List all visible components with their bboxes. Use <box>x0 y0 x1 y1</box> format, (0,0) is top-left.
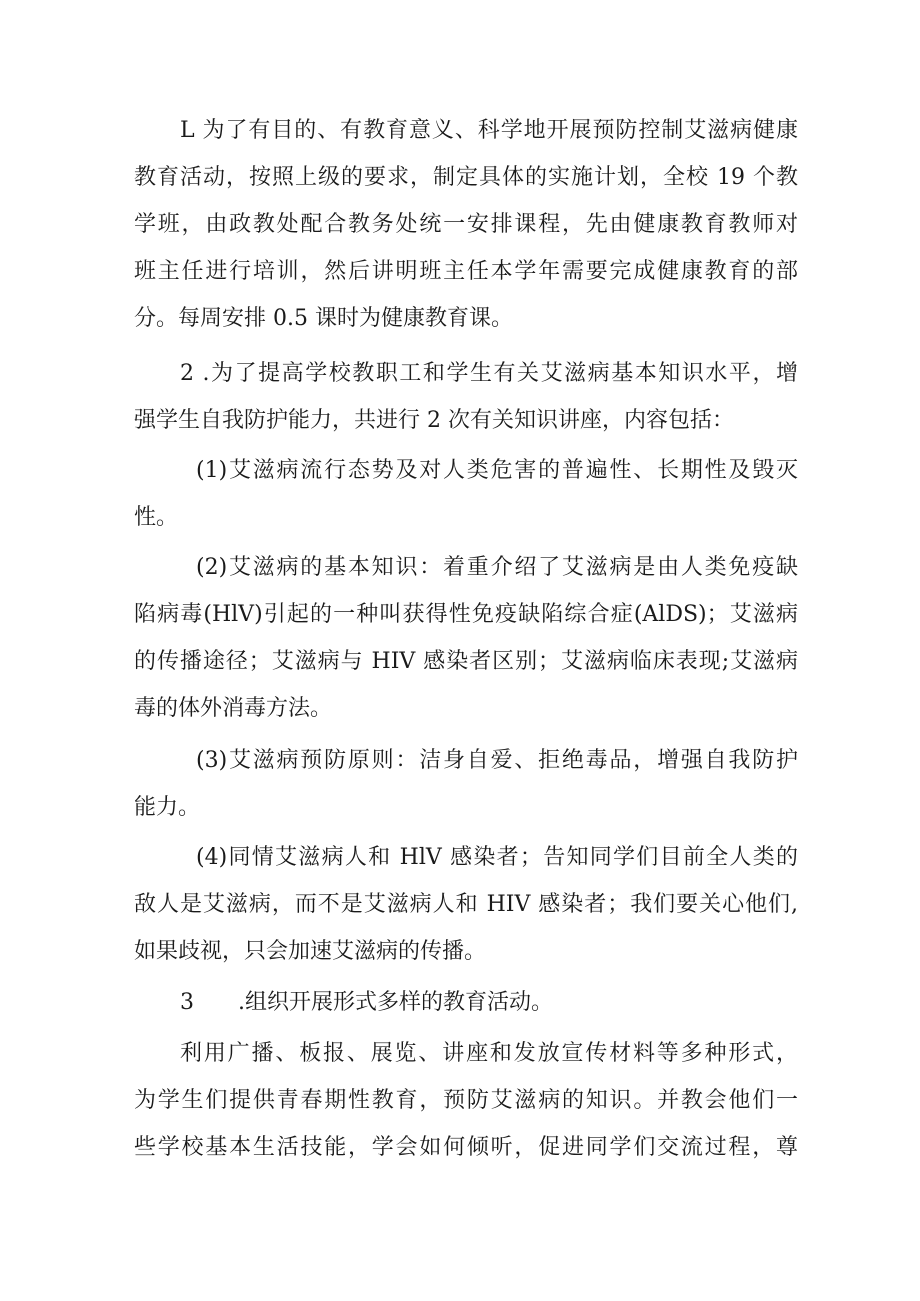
paragraph-1-line-2: 教育活动，按照上级的要求，制定具体的实施计划，全校 19 个教 <box>134 165 798 190</box>
paragraph-3-line-2: 为学生们提供青春期性教育，预防艾滋病的知识。并教会他们一 <box>134 1088 798 1113</box>
paragraph-1-line-4: 班主任进行培训，然后讲明班主任本学年需要完成健康教育的部 <box>134 259 798 284</box>
paragraph-1-line-3: 学班，由政教处配合教务处统一安排课程，先由健康教育教师对 <box>134 212 798 237</box>
item-1-line-1: (1)艾滋病流行态势及对人类危害的普遍性、长期性及毁灭 <box>196 458 798 483</box>
item-4-line-3: 如果歧视，只会加速艾滋病的传播。 <box>134 939 487 964</box>
paragraph-1-line-5: 分。每周安排 0.5 课时为健康教育课。 <box>134 306 513 331</box>
paragraph-1-line-1: L 为了有目的、有教育意义、科学地开展预防控制艾滋病健康 <box>180 118 798 143</box>
item-4-line-1: (4)同情艾滋病人和 HlV 感染者；告知同学们目前全人类的 <box>196 845 798 870</box>
item-2-line-4: 毒的体外消毒方法。 <box>134 696 333 721</box>
paragraph-2-line-1: 2 .为了提高学校教职工和学生有关艾滋病基本知识水平，增 <box>180 361 798 386</box>
section-3-heading: 3 .组织开展形式多样的教育活动。 <box>180 990 553 1015</box>
item-2-line-2: 陷病毒(HlV)引起的一种叫获得性免疫缺陷综合症(AlDS)；艾滋病 <box>134 602 798 627</box>
item-3-line-1: (3)艾滋病预防原则：洁身自爱、拒绝毒品，增强自我防护 <box>196 748 798 773</box>
item-4-line-2: 敌人是艾滋病，而不是艾滋病人和 HIV 感染者；我们要关心他们, <box>134 892 798 917</box>
paragraph-3-line-1: 利用广播、板报、展览、讲座和发放宣传材料等多种形式， <box>180 1041 798 1066</box>
item-2-line-1: (2)艾滋病的基本知识：着重介绍了艾滋病是由人类免疫缺 <box>196 555 798 580</box>
item-3-line-2: 能力。 <box>134 795 201 820</box>
item-2-line-3: 的传播途径；艾滋病与 HIV 感染者区别；艾滋病临床表现;艾滋病 <box>134 649 798 674</box>
paragraph-2-line-2: 强学生自我防护能力，共进行 2 次有关知识讲座，内容包括： <box>134 408 734 433</box>
paragraph-3-line-3: 些学校基本生活技能，学会如何倾听，促进同学们交流过程，尊 <box>134 1135 798 1160</box>
item-1-line-2: 性。 <box>134 505 179 530</box>
